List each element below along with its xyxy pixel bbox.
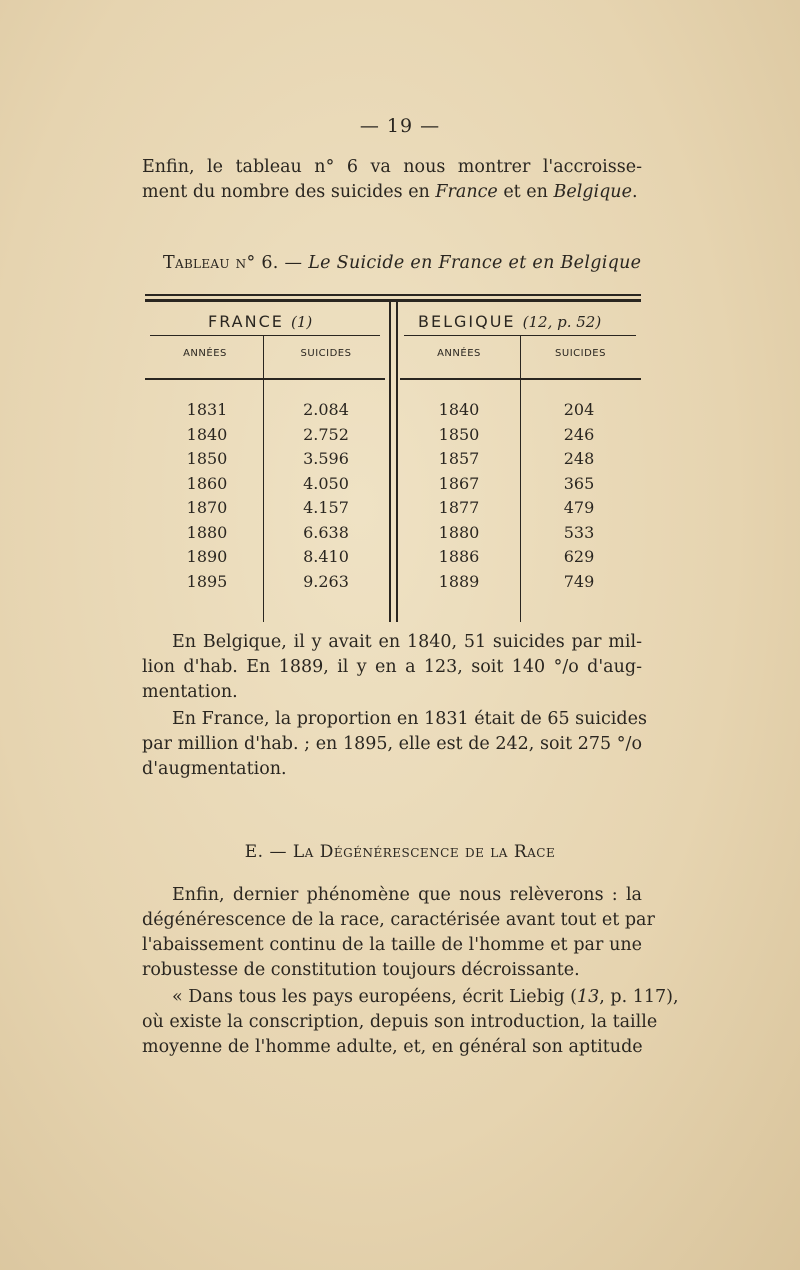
- france-year-cell: 1870: [186, 498, 228, 517]
- final-line-2: dégénérescence de la race, caractérisée avant tout et par: [142, 910, 655, 930]
- intro-line-2: ment du nombre des suicides en France et en Belgique.: [142, 182, 638, 202]
- belgium-paragraph: [142, 630, 642, 705]
- france-suicides-cell: 4.157: [303, 498, 349, 517]
- france-suicides-cell: 3.596: [303, 449, 349, 468]
- belgique-suicides-cell: 204: [563, 400, 595, 419]
- table-divider-right: [396, 300, 398, 622]
- belgique-suicides-cell: 749: [563, 571, 595, 591]
- france-year-cell: 1840: [186, 424, 228, 444]
- belgique-year-cell: 1877: [438, 498, 480, 517]
- france-line-3: d'augmentation.: [142, 759, 287, 779]
- belgique-header-rule: [400, 378, 641, 380]
- france-col-years: ANNÉES: [183, 348, 227, 359]
- quote-line-1: « Dans tous les pays européens, écrit Liebig (13, p. 117),: [172, 987, 679, 1007]
- table-top-rule-1: [145, 294, 641, 296]
- section-title: E. — La Dégénérescence de la Race: [244, 842, 556, 862]
- france-year-cell: 1895: [186, 571, 228, 591]
- belgique-year-cell: 1886: [438, 547, 480, 566]
- belgique-suicides-cell: 479: [563, 498, 595, 517]
- france-suicides-cell: 4.050: [303, 473, 349, 493]
- quote-paragraph: [142, 985, 679, 1060]
- belgique-suicides-cell: 246: [563, 424, 595, 444]
- france-line-2: par million d'hab. ; en 1895, elle est de 242, soit 275 °/o: [142, 734, 642, 754]
- belgique-heading: BELGIQUE (12, p. 52): [418, 312, 602, 331]
- table-caption: [163, 253, 641, 273]
- france-heading: FRANCE (1): [208, 312, 313, 331]
- france-year-cell: 1880: [186, 522, 228, 542]
- france-suicides-cell: 2.084: [303, 400, 349, 419]
- france-suicides-cell: 2.752: [303, 424, 349, 444]
- quote-line-2: où existe la conscription, depuis son introduction, la taille: [142, 1012, 658, 1032]
- final-paragraph: [142, 883, 655, 983]
- belgique-suicides-cell: 533: [563, 522, 595, 542]
- table-caption-number: n° 6.: [235, 253, 279, 273]
- france-year-cell: 1860: [186, 473, 228, 493]
- belgium-line-2: lion d'hab. En 1889, il y en a 123, soit 140 °/o d'aug-: [142, 657, 642, 677]
- final-line-3: l'abaissement continu de la taille de l'homme et par une: [142, 935, 642, 955]
- belgique-year-cell: 1857: [438, 449, 480, 468]
- intro-line-1: Enfin, le tableau n° 6 va nous montrer l'accroisse-: [142, 157, 642, 177]
- belgique-year-cell: 1889: [438, 571, 480, 591]
- france-suicides-cell: 6.638: [303, 522, 349, 542]
- table-top-rule-2: [145, 299, 641, 302]
- france-header-rule: [145, 378, 385, 380]
- belgique-suicides-cell: 365: [563, 473, 595, 493]
- france-heading-rule: [150, 335, 380, 336]
- belgique-year-cell: 1880: [438, 522, 480, 542]
- belgique-year-cell: 1840: [438, 400, 480, 419]
- france-suicides-cell: 8.410: [303, 547, 349, 566]
- belgique-suicides-cell: 629: [563, 547, 595, 566]
- belgium-line-1: En Belgique, il y avait en 1840, 51 suicides par mil-: [172, 632, 642, 652]
- table-caption-dash: —: [284, 253, 303, 273]
- france-suicides-cell: 9.263: [303, 571, 349, 591]
- final-line-4: robustesse de constitution toujours décroissante.: [142, 960, 580, 980]
- france-year-cell: 1850: [186, 449, 228, 468]
- belgique-year-cell: 1867: [438, 473, 480, 493]
- france-line-1: En France, la proportion en 1831 était de 65 suicides: [172, 709, 647, 729]
- france-paragraph: [142, 707, 647, 782]
- table-caption-title: Le Suicide en France et en Belgique: [308, 253, 642, 273]
- intro-paragraph: [142, 155, 642, 205]
- table-caption-label: Tableau: [163, 253, 230, 273]
- belgique-col-years: ANNÉES: [437, 348, 481, 359]
- belgique-year-cell: 1850: [438, 424, 480, 444]
- quote-line-3: moyenne de l'homme adulte, et, en général son aptitude: [142, 1037, 643, 1057]
- belgique-suicides-cell: 248: [563, 449, 595, 468]
- final-line-1: Enfin, dernier phénomène que nous relèverons : la: [172, 885, 642, 905]
- france-year-cell: 1831: [186, 400, 228, 419]
- table-divider-left: [389, 300, 391, 622]
- france-col-suicides: SUICIDES: [300, 348, 352, 359]
- belgium-line-3: mentation.: [142, 682, 238, 702]
- france-year-cell: 1890: [186, 547, 228, 566]
- page-number: — 19 —: [359, 115, 441, 137]
- belgique-col-suicides: SUICIDES: [555, 348, 606, 359]
